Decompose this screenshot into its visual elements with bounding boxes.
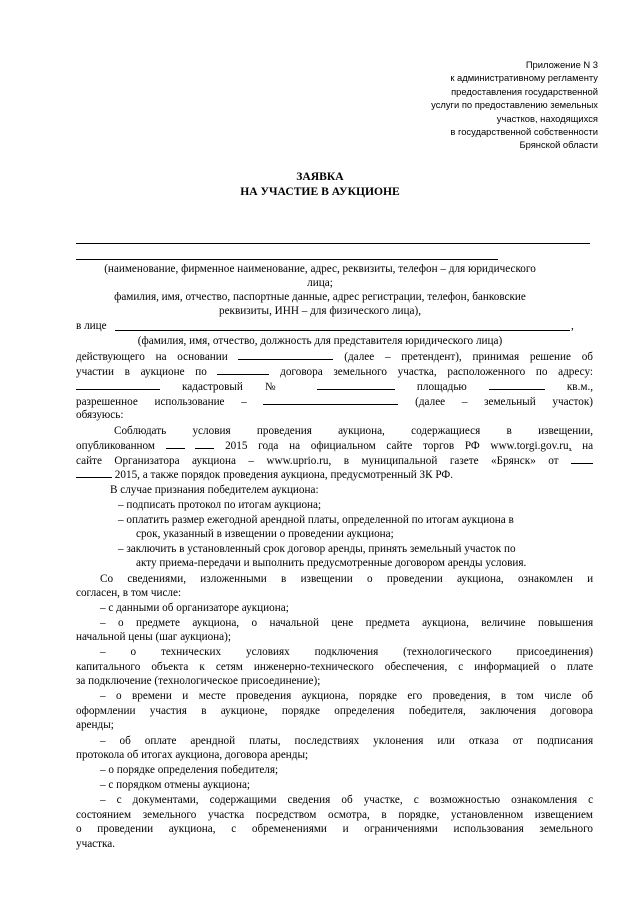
appendix-line: участков, находящихся (496, 112, 598, 124)
applicant-hint: фамилия, имя, отчество, паспортные данные, адрес регистрации, телефон, банковские (114, 291, 526, 303)
info-item: – о порядке определения победителя; (100, 764, 279, 776)
info-item: – с данными об организаторе аукциона; (100, 602, 289, 614)
applicant-hint: реквизиты, ИНН – для физического лица), (219, 305, 421, 317)
appendix-line: услуги по предоставлению земельных (431, 99, 598, 111)
in-person-end: , (571, 320, 574, 332)
info-item-cont: протокола об итогах аукциона, договора аренды; (76, 749, 309, 761)
info-item-cont: начальной цены (шаг аукциона); (76, 631, 231, 643)
appendix-line: Приложение N 3 (525, 59, 598, 70)
basis-blank (238, 349, 333, 360)
info-item-cont: состоянием земельного участка посредством осмотра, в порядке, установленном извещением (76, 809, 593, 821)
info-item: – о технических условиях подключения (технологического присоединения) (100, 646, 594, 658)
applicant-hint: лица; (307, 277, 333, 289)
if-winner-text: В случае признания победителем аукциона: (110, 484, 319, 496)
torgi-link[interactable]: www.torgi.gov.ru (490, 440, 569, 452)
info-item: – о предмете аукциона, о начальной цене предмета аукциона, величине повышения (100, 617, 594, 629)
winner-item: – заключить в установленный срок договор аренды, принять земельный участок по (118, 543, 516, 555)
info-item-cont: аренды; (76, 719, 114, 731)
area-blank (489, 379, 545, 390)
appendix-line: в государственной собственности (450, 126, 598, 138)
cadastral-number-blank (317, 379, 395, 390)
permitted-use-blank (263, 394, 398, 405)
participation-line: участии в аукционе по договора земельного участка, расположенного по адресу: (76, 366, 594, 378)
document-subtitle: НА УЧАСТИЕ В АУКЦИОНЕ (240, 185, 400, 198)
appendix-line: предоставления государственной (451, 85, 598, 97)
cadastral-line: кадастровый № площадью кв.м., (76, 379, 593, 395)
day-blank (166, 438, 185, 449)
acting-line: действующего на основании (далее – претендент), принимая решение об (76, 351, 593, 363)
winner-item-cont: срок, указанный в извещении о проведении аукциона; (136, 528, 394, 540)
appendix-line: к административному регламенту (450, 72, 598, 84)
appendix-line: Брянской области (519, 139, 598, 151)
document-title: ЗАЯВКА (296, 170, 344, 183)
applicant-line-1 (76, 243, 590, 244)
applicant-hint: (наименование, фирменное наименование, адрес, реквизиты, телефон – для юридического (104, 263, 536, 275)
info-item: – с порядком отмены аукциона; (100, 779, 251, 791)
permitted-use-line: разрешенное использование – (далее – земельный участок) (76, 396, 594, 408)
info-item-cont: оформлении участия в аукционе, порядке определения победителя, заключения договора (76, 705, 594, 717)
organizer-line: сайте Организатора аукциона – www.uprio.ru, в муниципальной газете «Брянск» от (76, 453, 593, 469)
address-blank (76, 379, 160, 390)
newspaper-date-blank (571, 453, 593, 464)
winner-item: – оплатить размер ежегодной арендной платы, определенной по итогам аукциона в (118, 514, 514, 526)
info-item-cont: о проведении аукциона, с обременениями и ограничениями использования земельного (76, 823, 594, 835)
obliges-text: обязуюсь: (76, 409, 124, 421)
info-item-cont: за подключение (технологическое присоединение); (76, 675, 321, 687)
representative-hint: (фамилия, имя, отчество, должность для представителя юридического лица) (137, 335, 503, 347)
info-item: – с документами, содержащими сведения об участке, с возможностью ознакомления с (100, 794, 594, 806)
uprio-link[interactable]: www.uprio.ru, (266, 455, 332, 467)
familiar-line: Со сведениями, изложенными в извещении о проведении аукциона, ознакомлен и (100, 573, 594, 585)
applicant-line-2 (76, 259, 498, 260)
winner-item: – подписать протокол по итогам аукциона; (118, 499, 322, 511)
winner-item-cont: акту приема-передачи и выполнить предусмотренные договором аренды условия. (136, 557, 527, 569)
info-item: – об оплате арендной платы, последствиях уклонения или отказа от подписания (100, 735, 594, 747)
observe-line: Соблюдать условия проведения аукциона, содержащиеся в извещении, (114, 425, 593, 437)
info-item-cont: капитального объекта к сетям инженерно-технического обеспечения, с информацией о плате (76, 661, 594, 673)
representative-line (115, 330, 570, 331)
info-item-cont: участка. (76, 838, 116, 850)
agreed-text: согласен, в том числе: (76, 587, 182, 599)
newspaper-month-blank (76, 467, 112, 478)
info-item: – о времени и месте проведения аукциона, порядке его проведения, в том числе об (100, 690, 593, 702)
appendix-header (378, 58, 598, 152)
contract-type-blank (217, 364, 269, 375)
month-blank (195, 438, 214, 449)
in-person-label: в лице (76, 320, 107, 332)
published-line: опубликованном 2015 года на официальном сайте торгов РФ www.torgi.gov.ru, на (76, 440, 594, 452)
order-line: 2015, а также порядок проведения аукциона, предусмотренный ЗК РФ. (76, 467, 453, 483)
